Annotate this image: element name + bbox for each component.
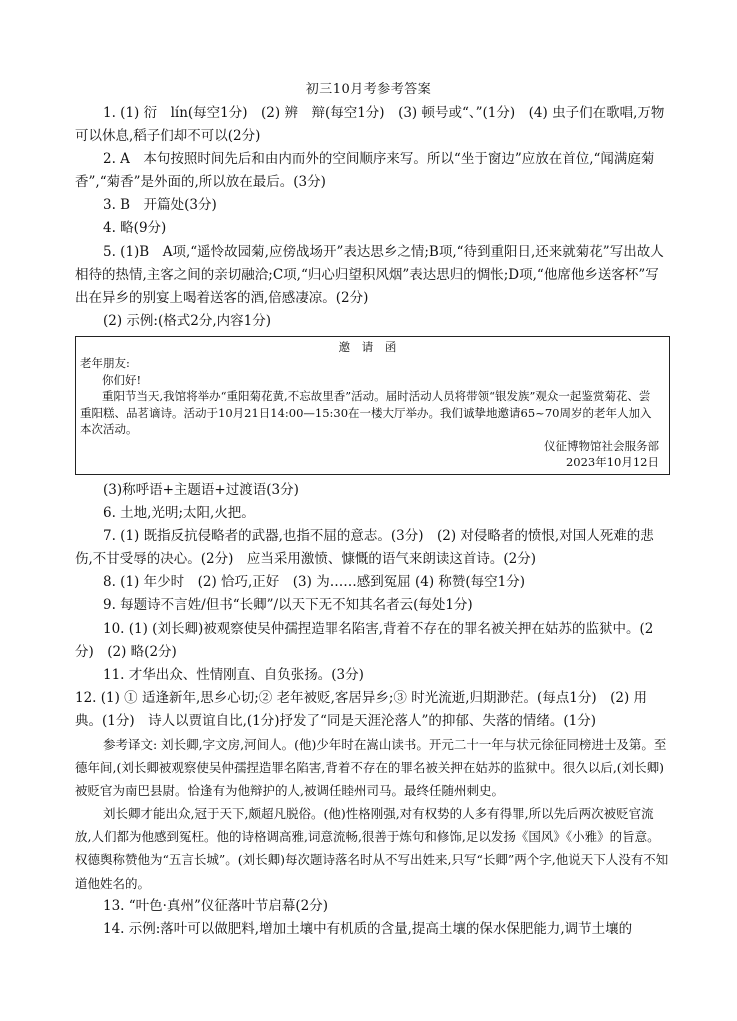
invitation-sender: 仪征博物馆社会服务部 bbox=[544, 438, 659, 453]
answer-line: 1. (1) 衍 lín(每空1分) (2) 辨 辩(每空1分) (3) 顿号或“、”(1分) (4) 虫子们在歌唱,万物可以休息,稻子们却不可以(2分) bbox=[75, 105, 665, 145]
answer-line: 4. 略(9分) bbox=[103, 220, 167, 237]
invitation-greeting: 老年朋友: bbox=[80, 356, 130, 371]
invitation-box bbox=[75, 336, 670, 475]
answers-before-invitation bbox=[75, 102, 670, 333]
reference-translation bbox=[75, 733, 670, 895]
answers-end bbox=[75, 895, 670, 941]
answer-line: 5. (1)B A项,“遥怜故园菊,应傍战场开”表达思乡之情;B项,“待到重阳日,还来就菊花”写出故人相待的热情,主客之间的亲切融洽;C项,“归心归望积风烟”表达思归的惆怅;D项,“他席他乡送客杯”写出在异乡的别宴上喝着送客的酒,倍感凄凉。(2分) bbox=[75, 243, 664, 306]
translation-paragraph: 刘长卿才能出众,冠于天下,颇超凡脱俗。(他)性格刚强,对有权势的人多有得罪,所以先后两次被贬官流放,人们都为他感到冤枉。他的诗格调高雅,词意流畅,很善于炼句和修饰,足以发扬《国风》《小雅》的旨意。权德舆称赞他为“五言长城”。(刘长卿)每次题诗落名时从不写出姓来,只写“长卿”两个字,他说天下人没有不知道他姓名的。 bbox=[75, 806, 669, 891]
answers-after-invitation bbox=[75, 479, 670, 733]
answer-line: 12. (1) ① 适逢新年,思乡心切;② 老年被贬,客居异乡;③ 时光流逝,归期渺茫。(每点1分) (2) 用典。(1分) 诗人以贾谊自比,(1分)抒发了“同是天涯沦落人”的抑郁、失落的情绪。(1分) bbox=[75, 689, 648, 729]
translation-paragraph: 参考译文: 刘长卿,字文房,河间人。(他)少年时在嵩山读书。开元二十一年与状元徐征同榜进士及第。至德年间,(刘长卿被观察使吴仲孺捏造罪名陷害,背着不存在的罪名被关押在姑苏的监狱中。很久以后,(刘长卿)被贬官为南巴县尉。恰逢有为他辩护的人,被调任睦州司马。最终任随州刺史。 bbox=[75, 736, 667, 799]
answer-line: 11. 才华出众、性情刚直、自负张扬。(3分) bbox=[103, 666, 364, 683]
answer-line: (2) 示例:(格式2分,内容1分) bbox=[103, 312, 271, 329]
answer-line: 2. A 本句按照时间先后和由内而外的空间顺序来写。所以“坐于窗边”应放在首位,“闻满庭菊香”,“菊香”是外面的,所以放在最后。(3分) bbox=[75, 151, 655, 191]
answer-line: 3. B 开篇处(3分) bbox=[103, 197, 217, 214]
answer-line: 6. 土地,光明;太阳,火把。 bbox=[103, 505, 255, 522]
invitation-body: 重阳节当天,我馆将举办“重阳菊花黄,不忘故里香”活动。届时活动人员将带领“银发族”观众一起鉴赏菊花、尝重阳糕、品茗谪诗。活动于10月21日14:00—15:30在一楼大厅举办。我们诚挚地邀请65~70周岁的老年人加入本次活动。 bbox=[80, 389, 652, 437]
answer-body bbox=[75, 102, 670, 941]
answer-line: 14. 示例:落叶可以做肥料,增加土壤中有机质的含量,提高土壤的保水保肥能力,调节土壤的 bbox=[103, 920, 633, 937]
answer-line: (3)称呼语+主题语+过渡语(3分) bbox=[103, 481, 299, 498]
answer-line: 13. “叶色·真州”仪征落叶节启幕(2分) bbox=[103, 897, 328, 914]
invitation-date: 2023年10月12日 bbox=[565, 455, 659, 470]
invitation-title: 邀 请 函 bbox=[338, 339, 401, 354]
answer-line: 9. 每题诗不言姓/但书“长卿”/以天下无不知其名者云(每处1分) bbox=[103, 597, 473, 614]
invitation-hello: 你们好! bbox=[102, 372, 142, 387]
answer-line: 8. (1) 年少时 (2) 恰巧,正好 (3) 为……感到冤屈 (4) 称赞(每空1分) bbox=[103, 574, 526, 591]
answer-line: 7. (1) 既指反抗侵略者的武器,也指不屈的意志。(3分) (2) 对侵略者的愤恨,对国人死难的悲伤,不甘受辱的决心。(2分) 应当采用激愤、慷慨的语气来朗读这首诗。(2分) bbox=[75, 528, 654, 568]
answer-line: 10. (1) (刘长卿)被观察使吴仲孺捏造罪名陷害,背着不存在的罪名被关押在姑苏的监狱中。(2分) (2) 略(2分) bbox=[75, 620, 654, 660]
page-title: 初三10月考参考答案 bbox=[305, 82, 432, 97]
